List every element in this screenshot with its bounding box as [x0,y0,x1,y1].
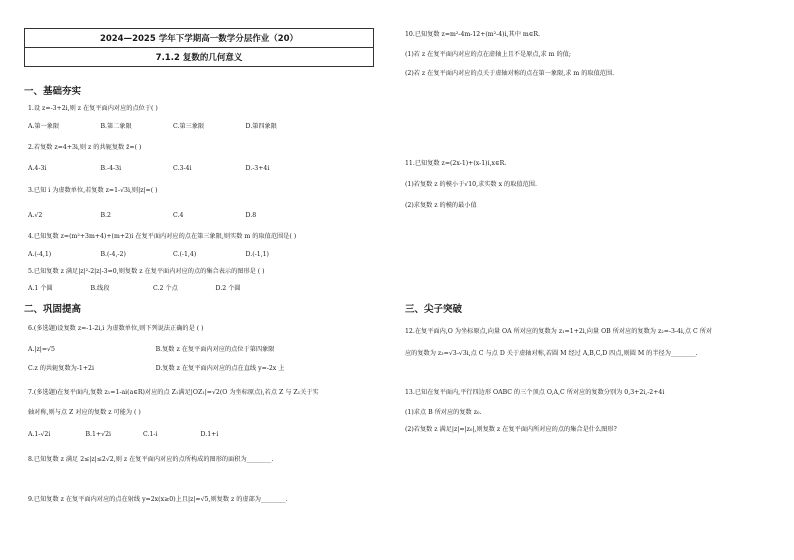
option-d: D.复数 z 在复平面内对应的点在直线 y=-2x 上 [155,365,285,372]
question-3: 3.已知 i 为虚数单位,若复数 z=1-√3i,则|z|=( ) [28,187,158,194]
question-8: 8.已知复数 z 满足 2≤|z|≤2√2,则 z 在复平面内对应的点所构成的图形的面积为________. [28,456,274,463]
question-10-part-1: (1)若 z 在复平面内对应的点在虚轴上且不是原点,求 m 的值; [405,51,571,58]
question-6-options-row-1 [28,345,318,354]
question-5: 5.已知复数 z 满足|z|²-2|z|-3=0,则复数 z 在复平面内对应的点的集合表示的图形是 ( ) [28,268,265,275]
option-d: D.-3+4i [245,165,270,172]
option-b: B.2 [100,212,111,219]
option-b: B.(-4,-2) [100,251,126,258]
question-12-line-2: 应的复数为 z₃=√3-√3i,点 C 与点 D 关于虚轴对称,若圆 M 经过 A,B,C,D 四点,则圆 M 的半径为________. [405,350,698,357]
option-b: B.线段 [90,285,110,292]
option-c: C.2 个点 [153,285,178,292]
option-a: A.第一象限 [28,123,60,130]
option-a: A.1 个圆 [28,285,53,292]
question-11-part-1: (1)若复数 z 的模小于√10,求实数 x 的取值范围. [405,181,537,188]
option-d: D.8 [245,212,257,219]
question-7-options [28,430,258,439]
question-12-line-1: 12.在复平面内,O 为坐标原点,向量 OA 所对应的复数为 z₁=1+2i,向量 OB 所对应的复数为 z₂=-3-4i,点 C 所对 [405,328,713,335]
question-13: 13.已知在复平面内,平行四边形 OABC 的三个顶点 O,A,C 所对应的复数分别为 0,3+2i,-2+4i [405,389,665,396]
question-11: 11.已知复数 z=(2x-1)+(x-1)i,x∈R. [405,160,507,167]
question-2-options [28,164,318,173]
option-a: A.√2 [28,212,43,219]
question-7-line-2: 轴对称,则与点 Z 对应的复数 z 可能为 ( ) [28,409,141,416]
option-c: C.3-4i [173,165,192,172]
option-c: C.4 [173,212,184,219]
left-column [24,28,382,67]
question-9: 9.已知复数 z 在复平面内对应的点在射线 y=2x(x≥0)上且|z|=√5,则复数 z 的虚部为________. [28,496,288,503]
option-c: C.(-1,4) [173,251,197,258]
lesson-subtitle: 7.1.2 复数的几何意义 [25,47,373,66]
title-box [24,28,374,67]
question-13-part-1: (1)求点 B 所对应的复数 z₀. [405,409,482,416]
section-heading-2: 二、巩固提高 [24,304,82,315]
question-6-options-row-2 [28,364,318,373]
question-4-options [28,250,318,259]
question-3-options [28,211,318,220]
question-7-line-1: 7.(多选题)在复平面内,复数 z₁=1-ai(a∈R)对应的点 Z₁满足|OZ₁|=√2(O 为坐标原点),若点 Z 与 Z₁关于实 [28,389,319,396]
option-b: B.复数 z 在复平面内对应的点位于第四象限 [155,346,275,353]
question-13-part-2: (2)若复数 z 满足|z|=|z₀|,则复数 z 在复平面内所对应的点的集合是什么图形? [405,426,617,433]
section-heading-3: 三、尖子突破 [405,304,463,315]
question-10: 10.已知复数 z=m²-4m-12+(m²-4)i,其中 m∈R. [405,31,540,38]
question-2: 2.若复数 z=4+3i,则 z 的共轭复数 z̄=( ) [28,144,142,151]
question-10-part-2: (2)若 z 在复平面内对应的点关于虚轴对称的点在第一象限,求 m 的取值范围. [405,70,615,77]
option-d: D.1+i [200,431,219,438]
option-d: D.2 个圆 [215,285,241,292]
question-4: 4.已知复数 z=(m²+3m+4)+(m+2)i 在复平面内对应的点在第三象限,则实数 m 的取值范围是( ) [28,233,297,240]
worksheet-title: 2024—2025 学年下学期高一数学分层作业（20） [99,34,299,44]
question-5-options [28,284,278,293]
option-a: A.1-√2i [28,431,51,438]
question-11-part-2: (2)求复数 z 的模的最小值 [405,202,477,209]
question-1: 1.设 z=-3+2i,则 z 在复平面内对应的点位于( ) [28,105,158,112]
option-a: A.4-3i [28,165,47,172]
option-a: A.(-4,1) [28,251,52,258]
option-c: C.1-i [143,431,158,438]
question-6: 6.(多选题)设复数 z=-1-2i,i 为虚数单位,则下列说法正确的是 ( ) [28,325,204,332]
option-b: B.-4-3i [100,165,122,172]
option-d: D.(-1,1) [245,251,269,258]
section-heading-1: 一、基础夯实 [24,86,82,97]
option-c: C.z 的共轭复数为-1+2i [28,365,94,372]
question-1-options [28,122,318,131]
option-b: B.第二象限 [100,123,132,130]
option-a: A.|z|=√5 [28,346,55,353]
option-c: C.第三象限 [173,123,205,130]
option-d: D.第四象限 [245,123,277,130]
option-b: B.1+√2i [85,431,111,438]
